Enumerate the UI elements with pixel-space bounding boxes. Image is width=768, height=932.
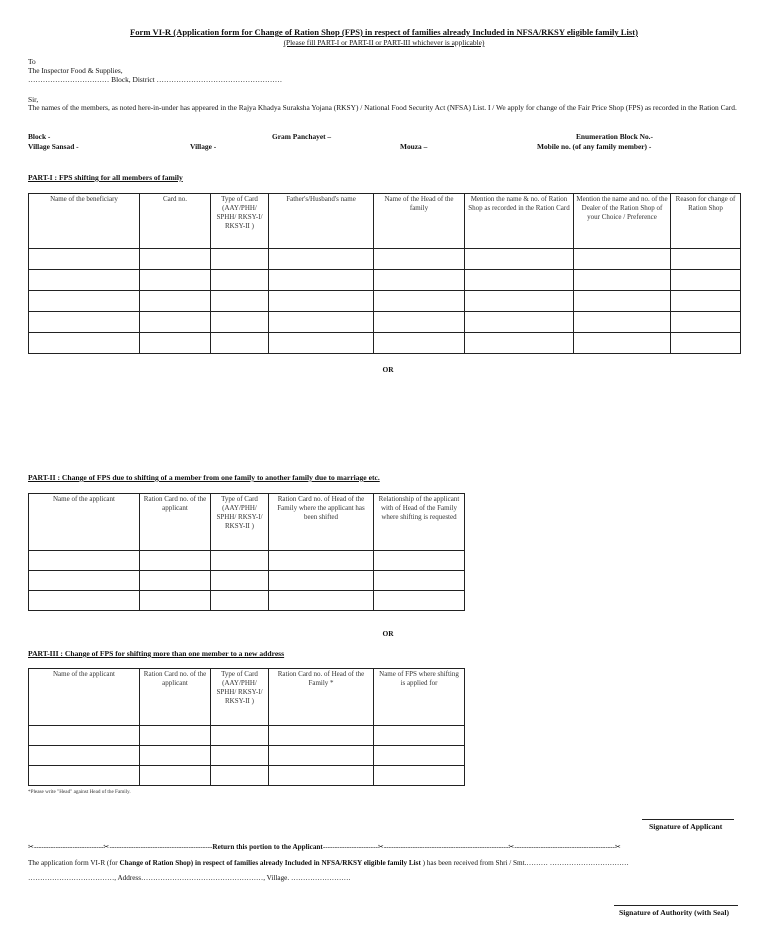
part1-header-row <box>29 194 741 249</box>
receipt-text-b: ) has been received from Shri / Smt.……… …………………………… <box>420 859 629 867</box>
gram-panchayet-field: Gram Panchayet – <box>272 132 332 141</box>
part3-col-card-no: Ration Card no. of the applicant <box>140 669 211 726</box>
part1-table-cell[interactable] <box>269 270 374 291</box>
part2-table-row <box>29 571 465 591</box>
receipt-text-a: The application form VI-R (for <box>28 859 120 867</box>
part3-table <box>28 668 465 786</box>
part2-col-applicant: Name of the applicant <box>29 494 140 551</box>
part1-col-beneficiary: Name of the beneficiary <box>29 194 140 249</box>
part1-table-cell[interactable] <box>269 312 374 333</box>
part1-table-cell[interactable] <box>465 291 574 312</box>
salutation: Sir, <box>28 95 39 104</box>
part1-table-cell[interactable] <box>671 333 741 354</box>
part3-table-cell[interactable] <box>140 766 211 786</box>
part3-table-cell[interactable] <box>211 766 269 786</box>
part1-table-cell[interactable] <box>374 312 465 333</box>
part1-col-reason: Reason for change of Ration Shop <box>671 194 741 249</box>
part1-table-cell[interactable] <box>211 249 269 270</box>
part3-col-card-type: Type of Card (AAY/PHH/ SPHH/ RKSY-I/ RKSY-II ) <box>211 669 269 726</box>
block-field: Block - <box>28 132 51 141</box>
part2-col-card-no: Ration Card no. of the applicant <box>140 494 211 551</box>
mobile-field: Mobile no. (of any family member) - <box>537 142 652 151</box>
part3-heading: PART-III : Change of FPS for shifting more than one member to a new address <box>28 649 285 658</box>
part1-table-cell[interactable] <box>574 312 671 333</box>
part1-table-cell[interactable] <box>29 333 140 354</box>
part1-table-cell[interactable] <box>211 333 269 354</box>
part1-table-cell[interactable] <box>374 291 465 312</box>
authority-signature-label: Signature of Authority (with Seal) <box>619 908 729 917</box>
part1-col-head-of-family: Name of the Head of the family <box>374 194 465 249</box>
part1-table-cell[interactable] <box>29 249 140 270</box>
cut-line <box>28 842 746 851</box>
part2-table-cell[interactable] <box>140 591 211 611</box>
part3-table-cell[interactable] <box>29 726 140 746</box>
part3-col-head-card-no: Ration Card no. of Head of the Family * <box>269 669 374 726</box>
part3-table-row <box>29 726 465 746</box>
part1-table-cell[interactable] <box>374 270 465 291</box>
part1-table-cell[interactable] <box>465 333 574 354</box>
part2-table-cell[interactable] <box>29 551 140 571</box>
part2-table-cell[interactable] <box>140 571 211 591</box>
part1-table-row <box>29 270 741 291</box>
part1-table-cell[interactable] <box>140 249 211 270</box>
part1-table-cell[interactable] <box>140 312 211 333</box>
part1-col-card-type: Type of Card (AAY/PHH/ SPHH/ RKSY-I/ RKSY-II ) <box>211 194 269 249</box>
part2-table-cell[interactable] <box>211 591 269 611</box>
part1-table-cell[interactable] <box>671 270 741 291</box>
part3-table-cell[interactable] <box>211 746 269 766</box>
part2-table-cell[interactable] <box>29 571 140 591</box>
part2-table-cell[interactable] <box>140 551 211 571</box>
cut-line-left: ✂-----------------------------✂------------------------------------------- <box>28 843 213 851</box>
form-subtitle: (Please fill PART-I or PART-II or PART-III whichever is applicable) <box>283 38 485 47</box>
applicant-signature-line <box>642 819 734 820</box>
part1-table-cell[interactable] <box>574 333 671 354</box>
part1-table-cell[interactable] <box>211 312 269 333</box>
part1-table-cell[interactable] <box>269 333 374 354</box>
part3-col-applicant: Name of the applicant <box>29 669 140 726</box>
part1-table-row <box>29 312 741 333</box>
cut-line-label: Return this portion to the Applicant <box>212 843 323 851</box>
receipt-line1 <box>28 859 629 867</box>
part2-table <box>28 493 465 611</box>
part1-col-card-no: Card no. <box>140 194 211 249</box>
part1-table-row <box>29 333 741 354</box>
part2-table-cell[interactable] <box>211 551 269 571</box>
part3-table-cell[interactable] <box>269 766 374 786</box>
applicant-signature-label: Signature of Applicant <box>649 822 723 831</box>
letter-body: The names of the members, as noted here-in-under has appeared in the Rajya Khadya Suraksha Yojana (RKSY) / National Food Security Act (NFSA) List. I / We apply for change of the Fair Price Shop (FPS) as recorded in the Ration Card. <box>28 103 737 112</box>
part2-table-cell[interactable] <box>29 591 140 611</box>
part1-table-cell[interactable] <box>374 249 465 270</box>
part1-table-cell[interactable] <box>29 312 140 333</box>
part2-table-cell[interactable] <box>269 551 374 571</box>
part1-table-cell[interactable] <box>140 333 211 354</box>
part2-header-row <box>29 494 465 551</box>
part3-col-fps-name: Name of FPS where shifting is applied for <box>374 669 465 726</box>
part1-table-cell[interactable] <box>671 291 741 312</box>
part3-footnote: *Please write "Head" against Head of the Family. <box>28 789 131 795</box>
part1-table <box>28 193 741 354</box>
part3-table-cell[interactable] <box>374 726 465 746</box>
form-title: Form VI-R (Application form for Change of Ration Shop (FPS) in respect of families already Included in NFSA/RKSY eligible family List) <box>130 27 638 37</box>
part2-table-row <box>29 551 465 571</box>
part1-col-preferred-dealer: Mention the name and no. of the Dealer of the Ration Shop of your Choice / Preference <box>574 194 671 249</box>
receipt-line2: ………………………………, Address……………………………………………, Village. ……………………. <box>28 874 351 882</box>
part1-table-row <box>29 249 741 270</box>
cut-line-right: -----------------------✂----------------------------------------------------✂------------------------------------------✂ <box>322 843 621 851</box>
part2-table-cell[interactable] <box>269 571 374 591</box>
part2-col-relationship: Relationship of the applicant with of Head of the Family where shifting is requested <box>374 494 465 551</box>
part1-heading: PART-I : FPS shifting for all members of family <box>28 173 183 182</box>
part1-col-current-shop: Mention the name & no. of Ration Shop as recorded in the Ration Card <box>465 194 574 249</box>
part1-table-cell[interactable] <box>374 333 465 354</box>
village-field: Village - <box>190 142 217 151</box>
part3-table-cell[interactable] <box>29 766 140 786</box>
part3-table-row <box>29 766 465 786</box>
part2-table-cell[interactable] <box>211 571 269 591</box>
part1-table-cell[interactable] <box>671 312 741 333</box>
or-separator-2: OR <box>382 629 394 638</box>
or-separator-1: OR <box>382 365 394 374</box>
part1-table-cell[interactable] <box>465 249 574 270</box>
part1-table-cell[interactable] <box>269 249 374 270</box>
part3-table-cell[interactable] <box>269 746 374 766</box>
part1-table-cell[interactable] <box>29 291 140 312</box>
part1-table-row <box>29 291 741 312</box>
part3-table-cell[interactable] <box>374 746 465 766</box>
address-line2: …………………………… Block, District …………………………………………… <box>28 75 283 84</box>
receipt-text-bold: Change of Ration Shop) in respect of families already Included in NFSA/RKSY eligible family List <box>119 859 421 867</box>
part1-table-cell[interactable] <box>574 291 671 312</box>
part2-heading: PART-II : Change of FPS due to shifting of a member from one family to another family due to marriage etc. <box>28 473 380 482</box>
village-sansad-field: Village Sansad - <box>28 142 79 151</box>
part3-table-cell[interactable] <box>140 726 211 746</box>
part3-table-cell[interactable] <box>140 746 211 766</box>
part1-table-cell[interactable] <box>574 270 671 291</box>
part3-table-cell[interactable] <box>374 766 465 786</box>
part2-col-head-card-no: Ration Card no. of Head of the Family where the applicant has been shifted <box>269 494 374 551</box>
part3-table-cell[interactable] <box>29 746 140 766</box>
part2-table-cell[interactable] <box>374 551 465 571</box>
part2-table-cell[interactable] <box>374 571 465 591</box>
part1-table-cell[interactable] <box>211 291 269 312</box>
address-line1: The Inspector Food & Supplies, <box>28 66 123 75</box>
part1-table-cell[interactable] <box>29 270 140 291</box>
part1-table-cell[interactable] <box>671 249 741 270</box>
part1-table-cell[interactable] <box>211 270 269 291</box>
part3-table-row <box>29 746 465 766</box>
mouza-field: Mouza – <box>400 142 428 151</box>
address-to: To <box>28 57 36 66</box>
part3-table-cell[interactable] <box>211 726 269 746</box>
part1-table-cell[interactable] <box>574 249 671 270</box>
part1-col-father-husband: Father's/Husband's name <box>269 194 374 249</box>
part3-table-cell[interactable] <box>269 726 374 746</box>
part2-table-row <box>29 591 465 611</box>
part1-table-cell[interactable] <box>269 291 374 312</box>
part2-table-cell[interactable] <box>269 591 374 611</box>
part3-header-row <box>29 669 465 726</box>
part1-table-cell[interactable] <box>140 270 211 291</box>
enumeration-block-field: Enumeration Block No.- <box>576 132 653 141</box>
part1-table-cell[interactable] <box>465 312 574 333</box>
part2-col-card-type: Type of Card (AAY/PHH/ SPHH/ RKSY-I/ RKSY-II ) <box>211 494 269 551</box>
authority-signature-line <box>614 905 738 906</box>
part2-table-cell[interactable] <box>374 591 465 611</box>
part1-table-cell[interactable] <box>140 291 211 312</box>
part1-table-cell[interactable] <box>465 270 574 291</box>
